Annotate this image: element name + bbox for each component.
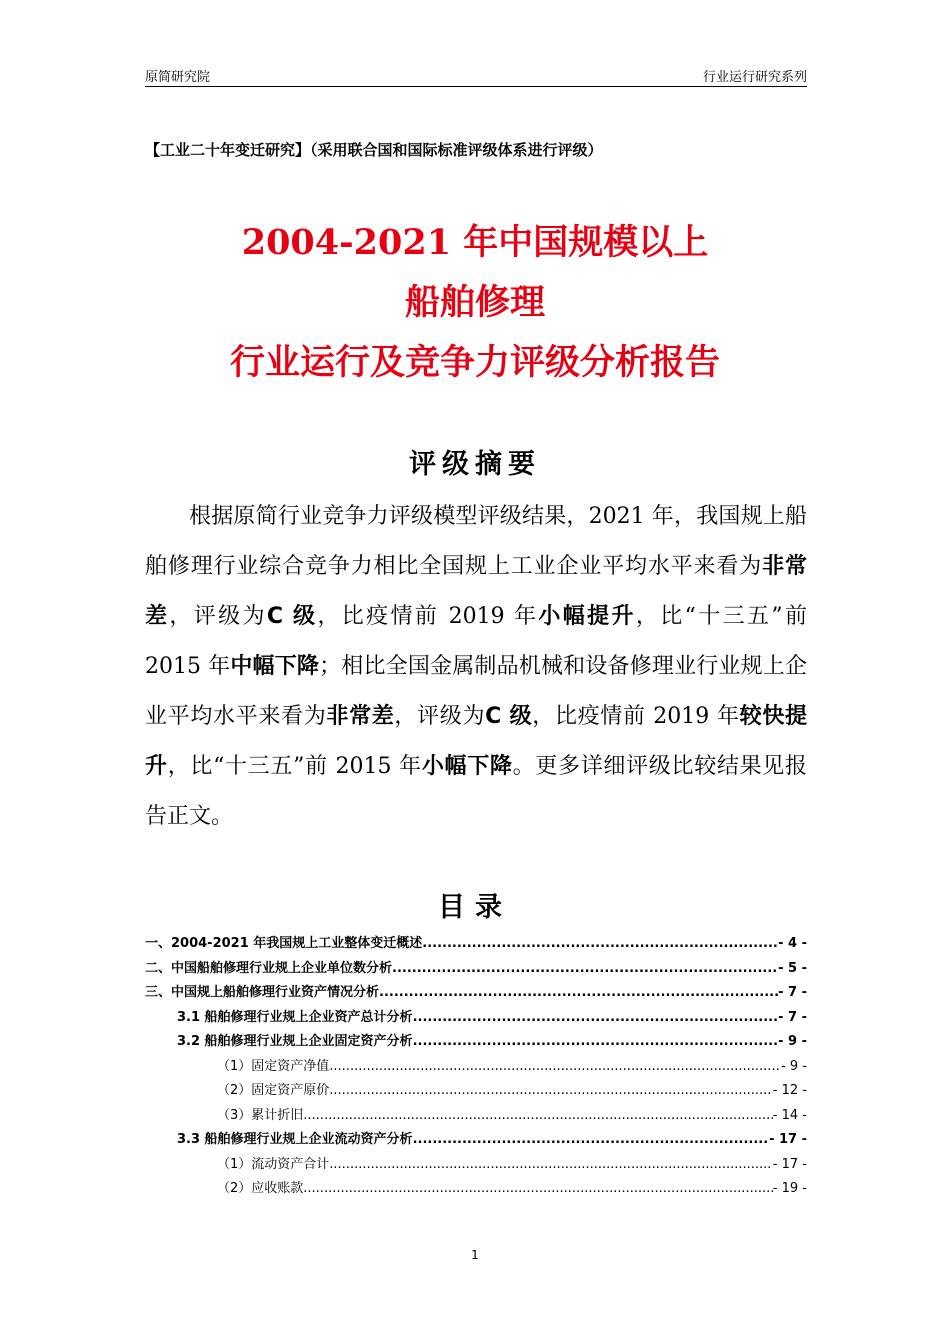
summary-text-segment: ，比“十三五”前 2015 年 (145, 604, 807, 679)
toc-entry[interactable] (145, 932, 807, 957)
toc-entry-page: - 19 - (772, 1181, 807, 1196)
toc-entry-page: - 17 - (769, 1132, 807, 1147)
series-label: 【工业二十年变迁研究】（采用联合国和国际标准评级体系进行评级） (145, 141, 603, 159)
toc-entry-page: - 5 - (778, 960, 807, 976)
toc-entry-page: - 17 - (772, 1156, 807, 1172)
page-header (145, 62, 807, 87)
toc-entry[interactable] (145, 1177, 807, 1202)
toc-leader-dots (422, 932, 778, 957)
summary-rating-emphasis: C 级 (266, 604, 318, 629)
summary-rating-emphasis: C 级 (485, 704, 533, 729)
toc-entry-title: 一、2004-2021 年我国规上工业整体变迁概述 (145, 936, 423, 951)
toc-entry-title: （3）累计折旧 (217, 1107, 304, 1123)
toc-entry-page: - 4 - (778, 936, 807, 951)
toc-leader-dots (392, 957, 778, 982)
summary-text-segment: 根据原简行业竞争力评级模型评级结果，2021 年，我国规上船舶修理行业综合竞争力相比全国规上工业企业平均水平来看为 (145, 504, 807, 579)
toc-entry-page: - 14 - (772, 1107, 807, 1123)
summary-text-segment: ，比疫情前 2019 年 (532, 704, 740, 729)
summary-rating-emphasis: 小幅下降 (421, 754, 513, 779)
toc-leader-dots (413, 1006, 779, 1031)
toc-entry-page: - 12 - (772, 1083, 807, 1098)
toc-leader-dots (303, 1177, 773, 1202)
toc-entry[interactable] (145, 1128, 807, 1153)
summary-rating-emphasis: 较快提升 (145, 704, 807, 779)
summary-text-segment: ，比疫情前 2019 年 (317, 604, 539, 629)
toc-leader-dots (329, 1153, 773, 1178)
toc-entry-title: 三、中国规上船舶修理行业资产情况分析 (145, 985, 380, 1000)
toc-entry-page: - 7 - (778, 985, 807, 1000)
toc-entry-page: - 7 - (778, 1009, 807, 1025)
toc-heading: 目录 (438, 892, 512, 923)
toc-entry[interactable] (145, 1079, 807, 1104)
toc-entry-title: （2）固定资产原价 (217, 1083, 330, 1098)
toc-entry[interactable] (145, 1055, 807, 1080)
toc-entry[interactable] (145, 981, 807, 1006)
toc-entry-page: - 9 - (778, 1034, 807, 1049)
toc-entry-title: 二、中国船舶修理行业规上企业单位数分析 (145, 960, 393, 976)
summary-text-segment: ，比“十三五”前 2015 年 (167, 754, 422, 779)
summary-text-segment: ，评级为 (169, 604, 267, 629)
summary-rating-emphasis: 中幅下降 (230, 654, 320, 679)
toc-leader-dots (329, 1055, 781, 1080)
header-series-name: 行业运行研究系列 (702, 70, 807, 85)
title-line-2: 船舶修理 (404, 282, 545, 323)
summary-text-segment: ；相比全国金属制品机械和设备修理业行业规上企业平均水平来看为 (145, 654, 807, 729)
summary-text-segment: ，评级为 (394, 704, 486, 729)
toc-entry-title: 3.3 船舶修理行业规上企业流动资产分析 (177, 1132, 413, 1147)
summary-rating-emphasis: 非常差 (326, 704, 395, 729)
toc-entry[interactable] (145, 1104, 807, 1129)
title-line-1: 2004-2021 年中国规模以上 (241, 222, 709, 263)
toc-entry[interactable] (145, 1030, 807, 1055)
table-of-contents (145, 932, 807, 1202)
toc-entry-title: （1）流动资产合计 (217, 1156, 330, 1172)
toc-entry-title: （1）固定资产净值 (217, 1058, 330, 1074)
summary-heading: 评级摘要 (409, 449, 541, 480)
toc-leader-dots (303, 1104, 773, 1129)
page-number: 1 (471, 1248, 479, 1262)
summary-text-segment: 。更多详细评级比较结果见报告正文。 (145, 754, 807, 829)
toc-leader-dots (413, 1030, 779, 1055)
summary-rating-emphasis: 非常差 (145, 554, 807, 629)
summary-paragraph (145, 492, 807, 842)
toc-entry-title: 3.1 船舶修理行业规上企业资产总计分析 (177, 1009, 413, 1025)
header-org-name: 原简研究院 (145, 70, 211, 85)
toc-entry[interactable] (145, 1006, 807, 1031)
title-line-3: 行业运行及竞争力评级分析报告 (229, 342, 720, 383)
toc-leader-dots (379, 981, 778, 1006)
toc-leader-dots (413, 1128, 770, 1153)
toc-entry[interactable] (145, 957, 807, 982)
report-title (0, 218, 950, 398)
toc-entry-page: - 9 - (781, 1058, 807, 1074)
toc-entry-title: 3.2 船舶修理行业规上企业固定资产分析 (177, 1034, 413, 1049)
toc-entry-title: （2）应收账款 (217, 1181, 304, 1196)
summary-rating-emphasis: 小幅提升 (538, 604, 636, 629)
toc-entry[interactable] (145, 1153, 807, 1178)
toc-leader-dots (329, 1079, 773, 1104)
